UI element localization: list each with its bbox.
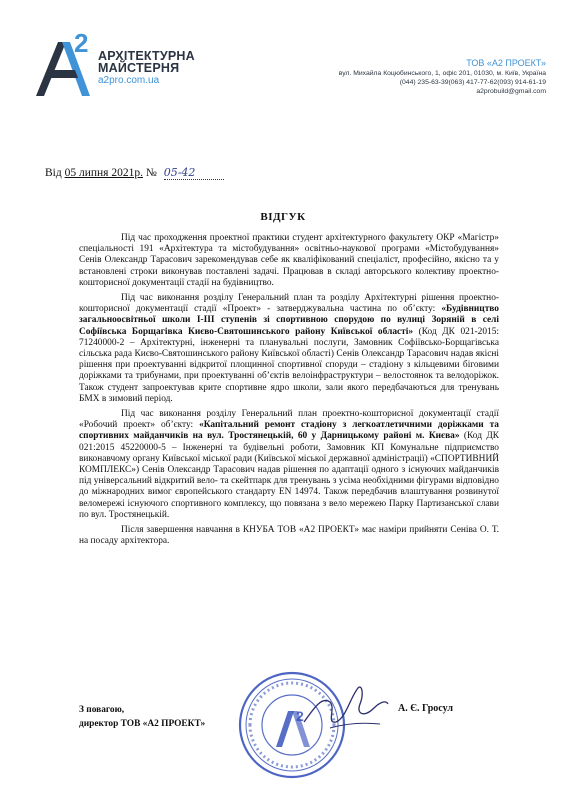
paragraph-2-details: (Код ДК 021-2015: 71240000-2 – Архітектурні, інженерні та планувальні послуги, Замовник Софіївсько-Борщагівська сільська рада Києво-Святошинського району Київської області) Сенів Олександр Тарасович надав якісні рішення при проектуванні відкритої площинної спортивної споруди – стадіону з кільцевими біговими доріжками та трибунами, при проектуванні об’єктів велоінфраструктури – велостоянок та велодоріжок. Також студент запроектував крите спортивне ядро школи, зали якого передбачаються для тренувань БМХ в зимовий період. [79, 326, 499, 404]
letter-number: 05-42 [164, 166, 224, 180]
paragraph-2-intro: Під час виконання розділу Генеральний план та розділу Архітектурні рішення проектно-кошторисної документації стадії «Проект» - затверджувальна частина по об’єкту: [79, 293, 499, 315]
paragraph-1: Під час проходження проектної практики студент архітектурного факультету ОКР «Магістр» спеціальності 191 «Архітектура та містобудування» освітньо-наукової програми «Містобудування» Сенів Олександр Тарасович зарекомендував себе як кваліфікований спеціаліст, професійно, якісно та у встановлені строки виконував поставлені задачі. Працював в складі авторського колективу проектно-кошторисної документації стадії на будівництво. [79, 233, 499, 288]
paragraph-2-project-name: «Будівництво загальноосвітньої школи І-ІІІ ступенів зі спортивною спорудою по вулиці Зоряній в селі Софіївська Борщагівка Києво-Святошинського району Київської області» [79, 304, 499, 337]
paragraph-3-details: (Код ДК 021:2015 45220000-5 – Інженерні та будівельні роботи, Замовник КП Комунальне підприємство виконавчому органу Київської міської ради (Київської міської державної адміністрації) «СПОРТИВНИЙ КОМПЛЕКС») Сенів Олександр Тарасович надав рішення по адаптації одного з існуючих майданчиків під універсальний відкритий вело- та скейтпарк для тренувань з усіма необхідними фігурами відповідно до міжнародних вимог європейського стандарту EN 14974. Також передбачив влаштування розвинутої веломережі існуючого спортивного комплексу, що повязана з вело мережею Парку Партизанської слави по вул. Тростянецькій. [79, 431, 499, 520]
svg-text:2: 2 [74, 28, 89, 58]
paragraph-2 [79, 293, 499, 405]
company-phones: (044) 235-63-39(063) 417-77-62(093) 914-61-19 [399, 79, 546, 86]
handwritten-signature-icon [300, 678, 390, 738]
closing-block [79, 703, 205, 731]
paragraph-3-intro: Під час виконання розділу Генеральний план проектно-кошторисної документації стадії «Робочий проект» об’єкту: [79, 409, 499, 431]
date-prefix: Від [45, 167, 62, 179]
company-contacts [216, 58, 546, 96]
svg-text:2: 2 [296, 708, 304, 724]
closing-position: директор ТОВ «А2 ПРОЕКТ» [79, 719, 206, 729]
brand-title-line-2: МАЙСТЕРНЯ [98, 61, 180, 75]
company-address: вул. Михайла Коцюбинського, 1, офіс 201, 01030, м. Київ, Україна [338, 70, 546, 77]
paragraph-4: Після завершення навчання в КНУБА ТОВ «А2 ПРОЕКТ» має наміри прийняти Сеніва О. Т. на посаду архітектора. [79, 525, 499, 547]
brand-website[interactable]: a2pro.com.ua [98, 75, 160, 86]
number-sign: № [145, 167, 157, 179]
letter-date-line [45, 166, 224, 180]
document-title: ВІДГУК [260, 211, 306, 223]
letter-body [79, 233, 499, 551]
closing-greeting: З повагою, [79, 705, 125, 715]
company-name: ТОВ «А2 ПРОЕКТ» [466, 58, 546, 68]
paragraph-3 [79, 409, 499, 521]
brand-title-line-1: АРХІТЕКТУРНА [98, 49, 195, 63]
letter-date: 05 липня 2021р. [64, 167, 143, 179]
company-email[interactable]: a2probuild@gmail.com [476, 88, 546, 95]
brand-block [98, 50, 195, 87]
signer-name: А. Є. Гросул [398, 703, 453, 714]
a2-logo-icon [28, 22, 108, 102]
paragraph-3-project-name: «Капітальний ремонт стадіону з легкоатлетичними доріжками та спортивних майданчиків на вул. Тростянецькій, 60 у Дарницькому районі м. Києва» [79, 420, 499, 442]
